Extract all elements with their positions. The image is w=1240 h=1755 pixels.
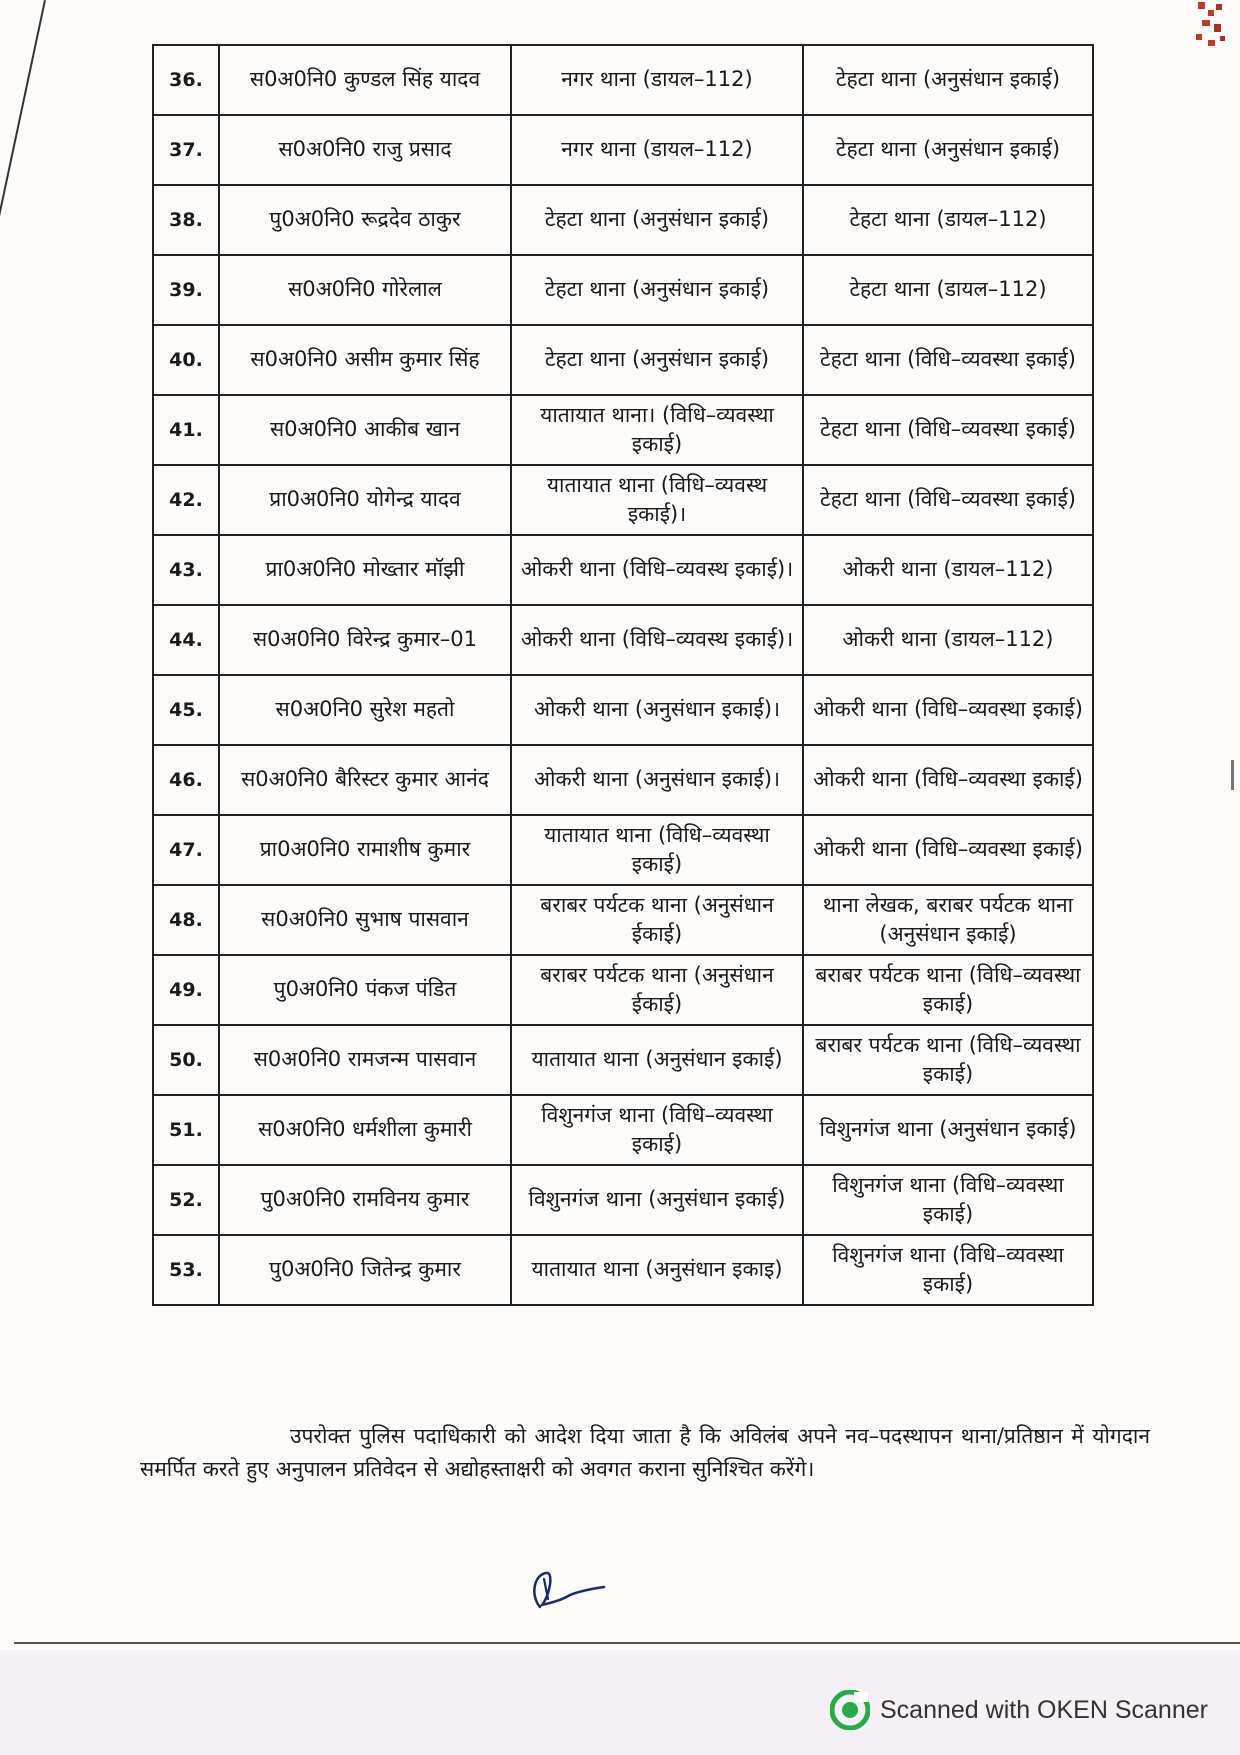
table-row: [153, 955, 1093, 1025]
serial-number-cell: 40.: [153, 325, 219, 395]
new-posting-cell: टेहटा थाना (डायल–112): [803, 255, 1093, 325]
new-posting-cell: टेहटा थाना (डायल–112): [803, 185, 1093, 255]
serial-number-cell: 41.: [153, 395, 219, 465]
officer-name-cell: पु0अ0नि0 पंकज पंडित: [219, 955, 511, 1025]
table-row: [153, 185, 1093, 255]
transfer-table: [152, 44, 1094, 1306]
table-row: [153, 1235, 1093, 1305]
current-posting-cell: विशुनगंज थाना (अनुसंधान इकाई): [511, 1165, 803, 1235]
serial-number-cell: 49.: [153, 955, 219, 1025]
table-row: [153, 45, 1093, 115]
table-row: [153, 115, 1093, 185]
officer-name-cell: पु0अ0नि0 रूद्रदेव ठाकुर: [219, 185, 511, 255]
serial-number-cell: 52.: [153, 1165, 219, 1235]
serial-number-cell: 36.: [153, 45, 219, 115]
order-paragraph: उपरोक्त पुलिस पदाधिकारी को आदेश दिया जाता है कि अविलंब अपने नव–पदस्थापन थाना/प्रतिष्ठान में योगदान समर्पित करते हुए अनुपालन प्रतिवेदन से अद्योहस्ताक्षरी को अवगत कराना सुनिश्चित करेंगे।: [140, 1424, 1150, 1481]
serial-number-cell: 44.: [153, 605, 219, 675]
current-posting-cell: टेहटा थाना (अनुसंधान इकाई): [511, 255, 803, 325]
new-posting-cell: टेहटा थाना (अनुसंधान इकाई): [803, 115, 1093, 185]
transfer-table-body: [153, 45, 1093, 1305]
current-posting-cell: यातायात थाना। (विधि–व्यवस्था इकाई): [511, 395, 803, 465]
new-posting-cell: टेहटा थाना (विधि–व्यवस्था इकाई): [803, 395, 1093, 465]
officer-name-cell: स0अ0नि0 धर्मशीला कुमारी: [219, 1095, 511, 1165]
table-row: [153, 675, 1093, 745]
current-posting-cell: यातायात थाना (अनुसंधान इकाई): [511, 1025, 803, 1095]
current-posting-cell: ओकरी थाना (विधि–व्यवस्थ इकाई)।: [511, 535, 803, 605]
officer-name-cell: प्रा0अ0नि0 रामाशीष कुमार: [219, 815, 511, 885]
table-row: [153, 1165, 1093, 1235]
serial-number-cell: 53.: [153, 1235, 219, 1305]
table-row: [153, 745, 1093, 815]
right-edge-mark: [1231, 760, 1234, 790]
new-posting-cell: विशुनगंज थाना (विधि–व्यवस्था इकाई): [803, 1165, 1093, 1235]
current-posting-cell: टेहटा थाना (अनुसंधान इकाई): [511, 325, 803, 395]
serial-number-cell: 45.: [153, 675, 219, 745]
serial-number-cell: 39.: [153, 255, 219, 325]
current-posting-cell: यातायात थाना (अनुसंधान इकाइ): [511, 1235, 803, 1305]
current-posting-cell: टेहटा थाना (अनुसंधान इकाई): [511, 185, 803, 255]
officer-name-cell: स0अ0नि0 सुभाष पासवान: [219, 885, 511, 955]
new-posting-cell: विशुनगंज थाना (अनुसंधान इकाई): [803, 1095, 1093, 1165]
scanner-label: Scanned with OKEN Scanner: [880, 1695, 1208, 1724]
current-posting-cell: ओकरी थाना (विधि–व्यवस्थ इकाई)।: [511, 605, 803, 675]
signature-icon: [520, 1565, 610, 1615]
new-posting-cell: ओकरी थाना (विधि–व्यवस्था इकाई): [803, 815, 1093, 885]
officer-name-cell: स0अ0नि0 विरेन्द्र कुमार–01: [219, 605, 511, 675]
new-posting-cell: थाना लेखक, बराबर पर्यटक थाना (अनुसंधान इकाई): [803, 885, 1093, 955]
new-posting-cell: ओकरी थाना (डायल–112): [803, 605, 1093, 675]
corner-stamp-icon: [1190, 0, 1230, 60]
new-posting-cell: टेहटा थाना (विधि–व्यवस्था इकाई): [803, 465, 1093, 535]
table-row: [153, 605, 1093, 675]
serial-number-cell: 50.: [153, 1025, 219, 1095]
new-posting-cell: विशुनगंज थाना (विधि–व्यवस्था इकाई): [803, 1235, 1093, 1305]
officer-name-cell: स0अ0नि0 राजु प्रसाद: [219, 115, 511, 185]
officer-name-cell: स0अ0नि0 असीम कुमार सिंह: [219, 325, 511, 395]
table-row: [153, 465, 1093, 535]
scanner-watermark: [830, 1690, 1208, 1730]
serial-number-cell: 48.: [153, 885, 219, 955]
current-posting-cell: यातायात थाना (विधि–व्यवस्था इकाई): [511, 815, 803, 885]
officer-name-cell: स0अ0नि0 गोरेलाल: [219, 255, 511, 325]
current-posting-cell: बराबर पर्यटक थाना (अनुसंधान ईकाई): [511, 955, 803, 1025]
officer-name-cell: प्रा0अ0नि0 योगेन्द्र यादव: [219, 465, 511, 535]
new-posting-cell: ओकरी थाना (डायल–112): [803, 535, 1093, 605]
current-posting-cell: बराबर पर्यटक थाना (अनुसंधान ईकाई): [511, 885, 803, 955]
officer-name-cell: स0अ0नि0 रामजन्म पासवान: [219, 1025, 511, 1095]
current-posting-cell: ओकरी थाना (अनुसंधान इकाई)।: [511, 745, 803, 815]
table-row: [153, 1095, 1093, 1165]
new-posting-cell: बराबर पर्यटक थाना (विधि–व्यवस्था इकाई): [803, 955, 1093, 1025]
new-posting-cell: ओकरी थाना (विधि–व्यवस्था इकाई): [803, 745, 1093, 815]
table-row: [153, 255, 1093, 325]
serial-number-cell: 51.: [153, 1095, 219, 1165]
serial-number-cell: 47.: [153, 815, 219, 885]
table-row: [153, 885, 1093, 955]
current-posting-cell: यातायात थाना (विधि–व्यवस्थ इकाई)।: [511, 465, 803, 535]
officer-name-cell: स0अ0नि0 कुण्डल सिंह यादव: [219, 45, 511, 115]
new-posting-cell: टेहटा थाना (विधि–व्यवस्था इकाई): [803, 325, 1093, 395]
serial-number-cell: 42.: [153, 465, 219, 535]
table-row: [153, 1025, 1093, 1095]
table-row: [153, 395, 1093, 465]
officer-name-cell: पु0अ0नि0 जितेन्द्र कुमार: [219, 1235, 511, 1305]
officer-name-cell: स0अ0नि0 बैरिस्टर कुमार आनंद: [219, 745, 511, 815]
table-row: [153, 325, 1093, 395]
current-posting-cell: नगर थाना (डायल–112): [511, 45, 803, 115]
current-posting-cell: विशुनगंज थाना (विधि–व्यवस्था इकाई): [511, 1095, 803, 1165]
officer-name-cell: स0अ0नि0 आकीब खान: [219, 395, 511, 465]
new-posting-cell: बराबर पर्यटक थाना (विधि–व्यवस्था इकाई): [803, 1025, 1093, 1095]
serial-number-cell: 43.: [153, 535, 219, 605]
serial-number-cell: 38.: [153, 185, 219, 255]
page-edge-line: [14, 1642, 1240, 1644]
officer-name-cell: पु0अ0नि0 रामविनय कुमार: [219, 1165, 511, 1235]
table-row: [153, 815, 1093, 885]
serial-number-cell: 46.: [153, 745, 219, 815]
current-posting-cell: नगर थाना (डायल–112): [511, 115, 803, 185]
officer-name-cell: स0अ0नि0 सुरेश महतो: [219, 675, 511, 745]
serial-number-cell: 37.: [153, 115, 219, 185]
table-row: [153, 535, 1093, 605]
current-posting-cell: ओकरी थाना (अनुसंधान इकाई)।: [511, 675, 803, 745]
officer-name-cell: प्रा0अ0नि0 मोख्तार मॉझी: [219, 535, 511, 605]
new-posting-cell: टेहटा थाना (अनुसंधान इकाई): [803, 45, 1093, 115]
oken-scanner-logo-icon: [830, 1690, 870, 1730]
new-posting-cell: ओकरी थाना (विधि–व्यवस्था इकाई): [803, 675, 1093, 745]
